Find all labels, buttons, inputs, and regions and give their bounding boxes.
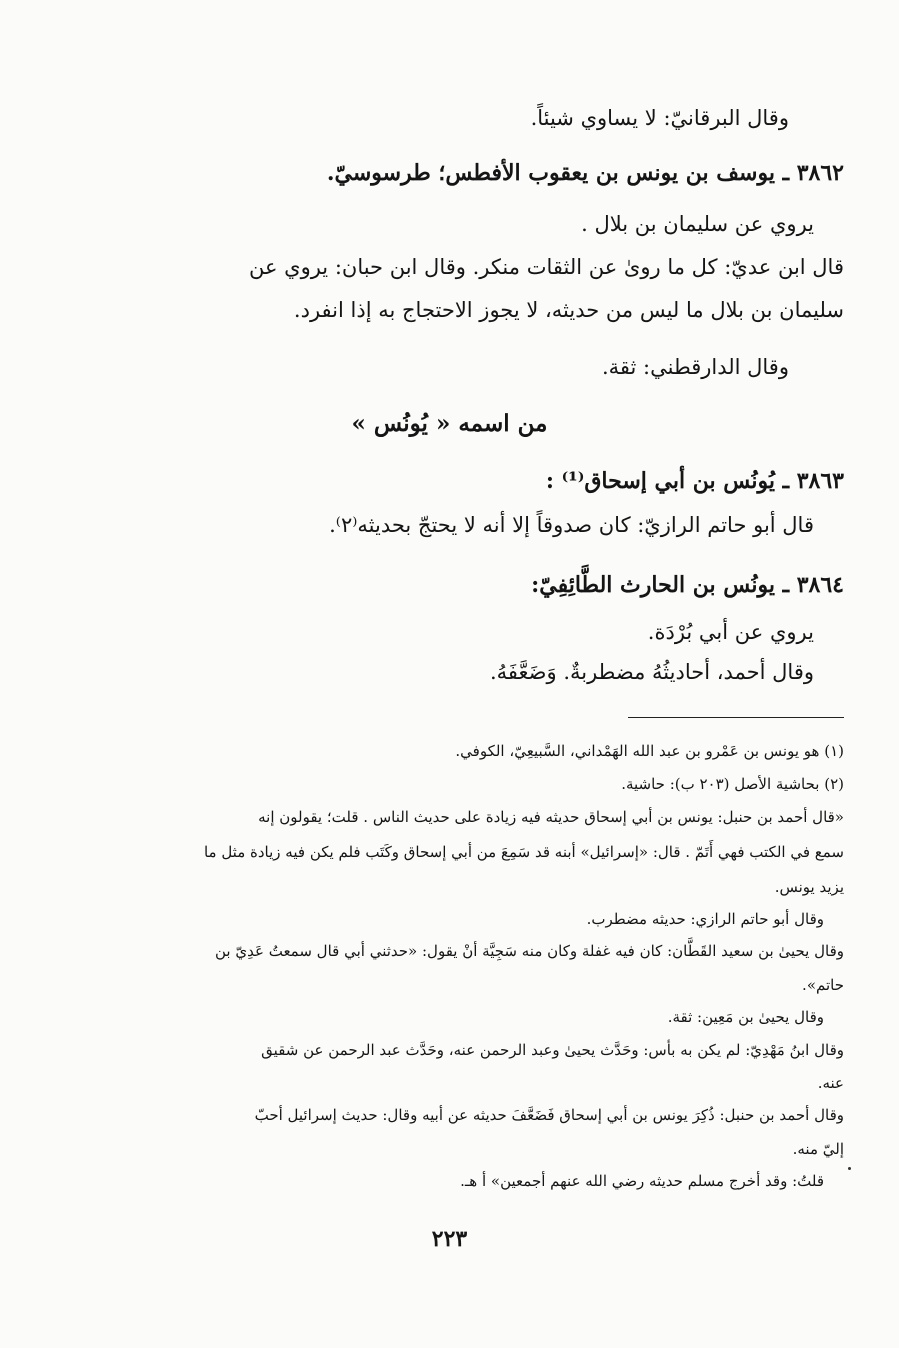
footnote-line: (١) هو يونس بن عَمْرو بن عبد الله الهَمْداني، السَّبيعِيّ، الكوفي. [455,742,844,760]
footnote-line: وقال أبو حاتم الرازي: حديثه مضطرب. [586,910,824,928]
footnote-line: يزيد يونس. [774,878,844,896]
footnote-line: وقال أحمد بن حنبل: ذُكِرَ يونس بن أبي إسحاق فَضَعَّفَ حديثه عن أبيه وقال: حديث إسرائيل أحبّ [254,1106,844,1124]
footnote-line: سمع في الكتب فهي أَتَمّ . قال: «إسرائيل» أبنه قد سَمِعَ من أبي إسحاق وكَتَب فلم يكن فيه زيادة مثل ما [203,843,844,861]
footnote-line: وقال ابنُ مَهْدِيّ: لم يكن به بأس: وحَدَّث يحيىٰ وعبد الرحمن عنه، وحَدَّث عبد الرحمن عن شقيق [261,1041,844,1059]
footnote-line: وقال يحيىٰ بن سعيد القَطَّان: كان فيه غفلة وكان منه سَجِيَّة أنْ يقول: «حدثني أبي قال سمعتُ عَدِيّ بن [215,942,844,960]
footnote-separator [628,717,844,718]
footnote-line: وقال يحيىٰ بن مَعِين: ثقة. [667,1008,824,1026]
footnote-line: حاتم». [802,976,844,994]
text-line: وقال أحمد، أحاديثُهُ مضطربةٌ. وَضَعَّفَهُ. [489,660,814,684]
entry-heading-3863: ٣٨٦٣ ـ يُونُس بن أبي إسحاق⁽¹⁾ : [545,468,844,494]
text-line: قال ابن عديّ: كل ما روىٰ عن الثقات منكر. وقال ابن حبان: يروي عن [248,255,844,279]
entry-heading-3862: ٣٨٦٢ ـ يوسف بن يونس بن يعقوب الأفطس؛ طرسوسيّ. [326,160,844,186]
scan-speck [848,1167,851,1170]
page-number: ٢٢٣ [431,1226,468,1252]
section-title: من اسمه « يُونُس » [351,410,548,437]
footnote-line: (٢) بحاشية الأصل (٢٠٣ ب): حاشية. [621,775,844,793]
text-line: وقال الدارقطني: ثقة. [601,355,789,379]
entry-heading-3864: ٣٨٦٤ ـ يونُس بن الحارث الطَّائِفِيّ: [531,572,844,598]
footnote-line: عنه. [817,1074,844,1092]
text-line: يروي عن سليمان بن بلال . [581,212,814,236]
footnote-line: قلتُ: وقد أخرج مسلم حديثه رضي الله عنهم أجمعين» أ هـ. [460,1172,824,1190]
text-line: وقال البرقانيّ: لا يساوي شيئاً. [530,106,789,130]
footnote-line: إليّ منه. [792,1140,844,1158]
text-line: قال أبو حاتم الرازيّ: كان صدوقاً إلا أنه لا يحتجّ بحديثه⁽٢⁾. [329,513,814,537]
footnote-line: «قال أحمد بن حنبل: يونس بن أبي إسحاق حديثه فيه زيادة على حديث الناس . قلت؛ يقولون إنه [258,808,844,826]
text-line: سليمان بن بلال ما ليس من حديثه، لا يجوز الاحتجاج به إذا انفرد. [293,298,844,322]
text-line: يروي عن أبي بُرْدَة. [647,620,814,644]
